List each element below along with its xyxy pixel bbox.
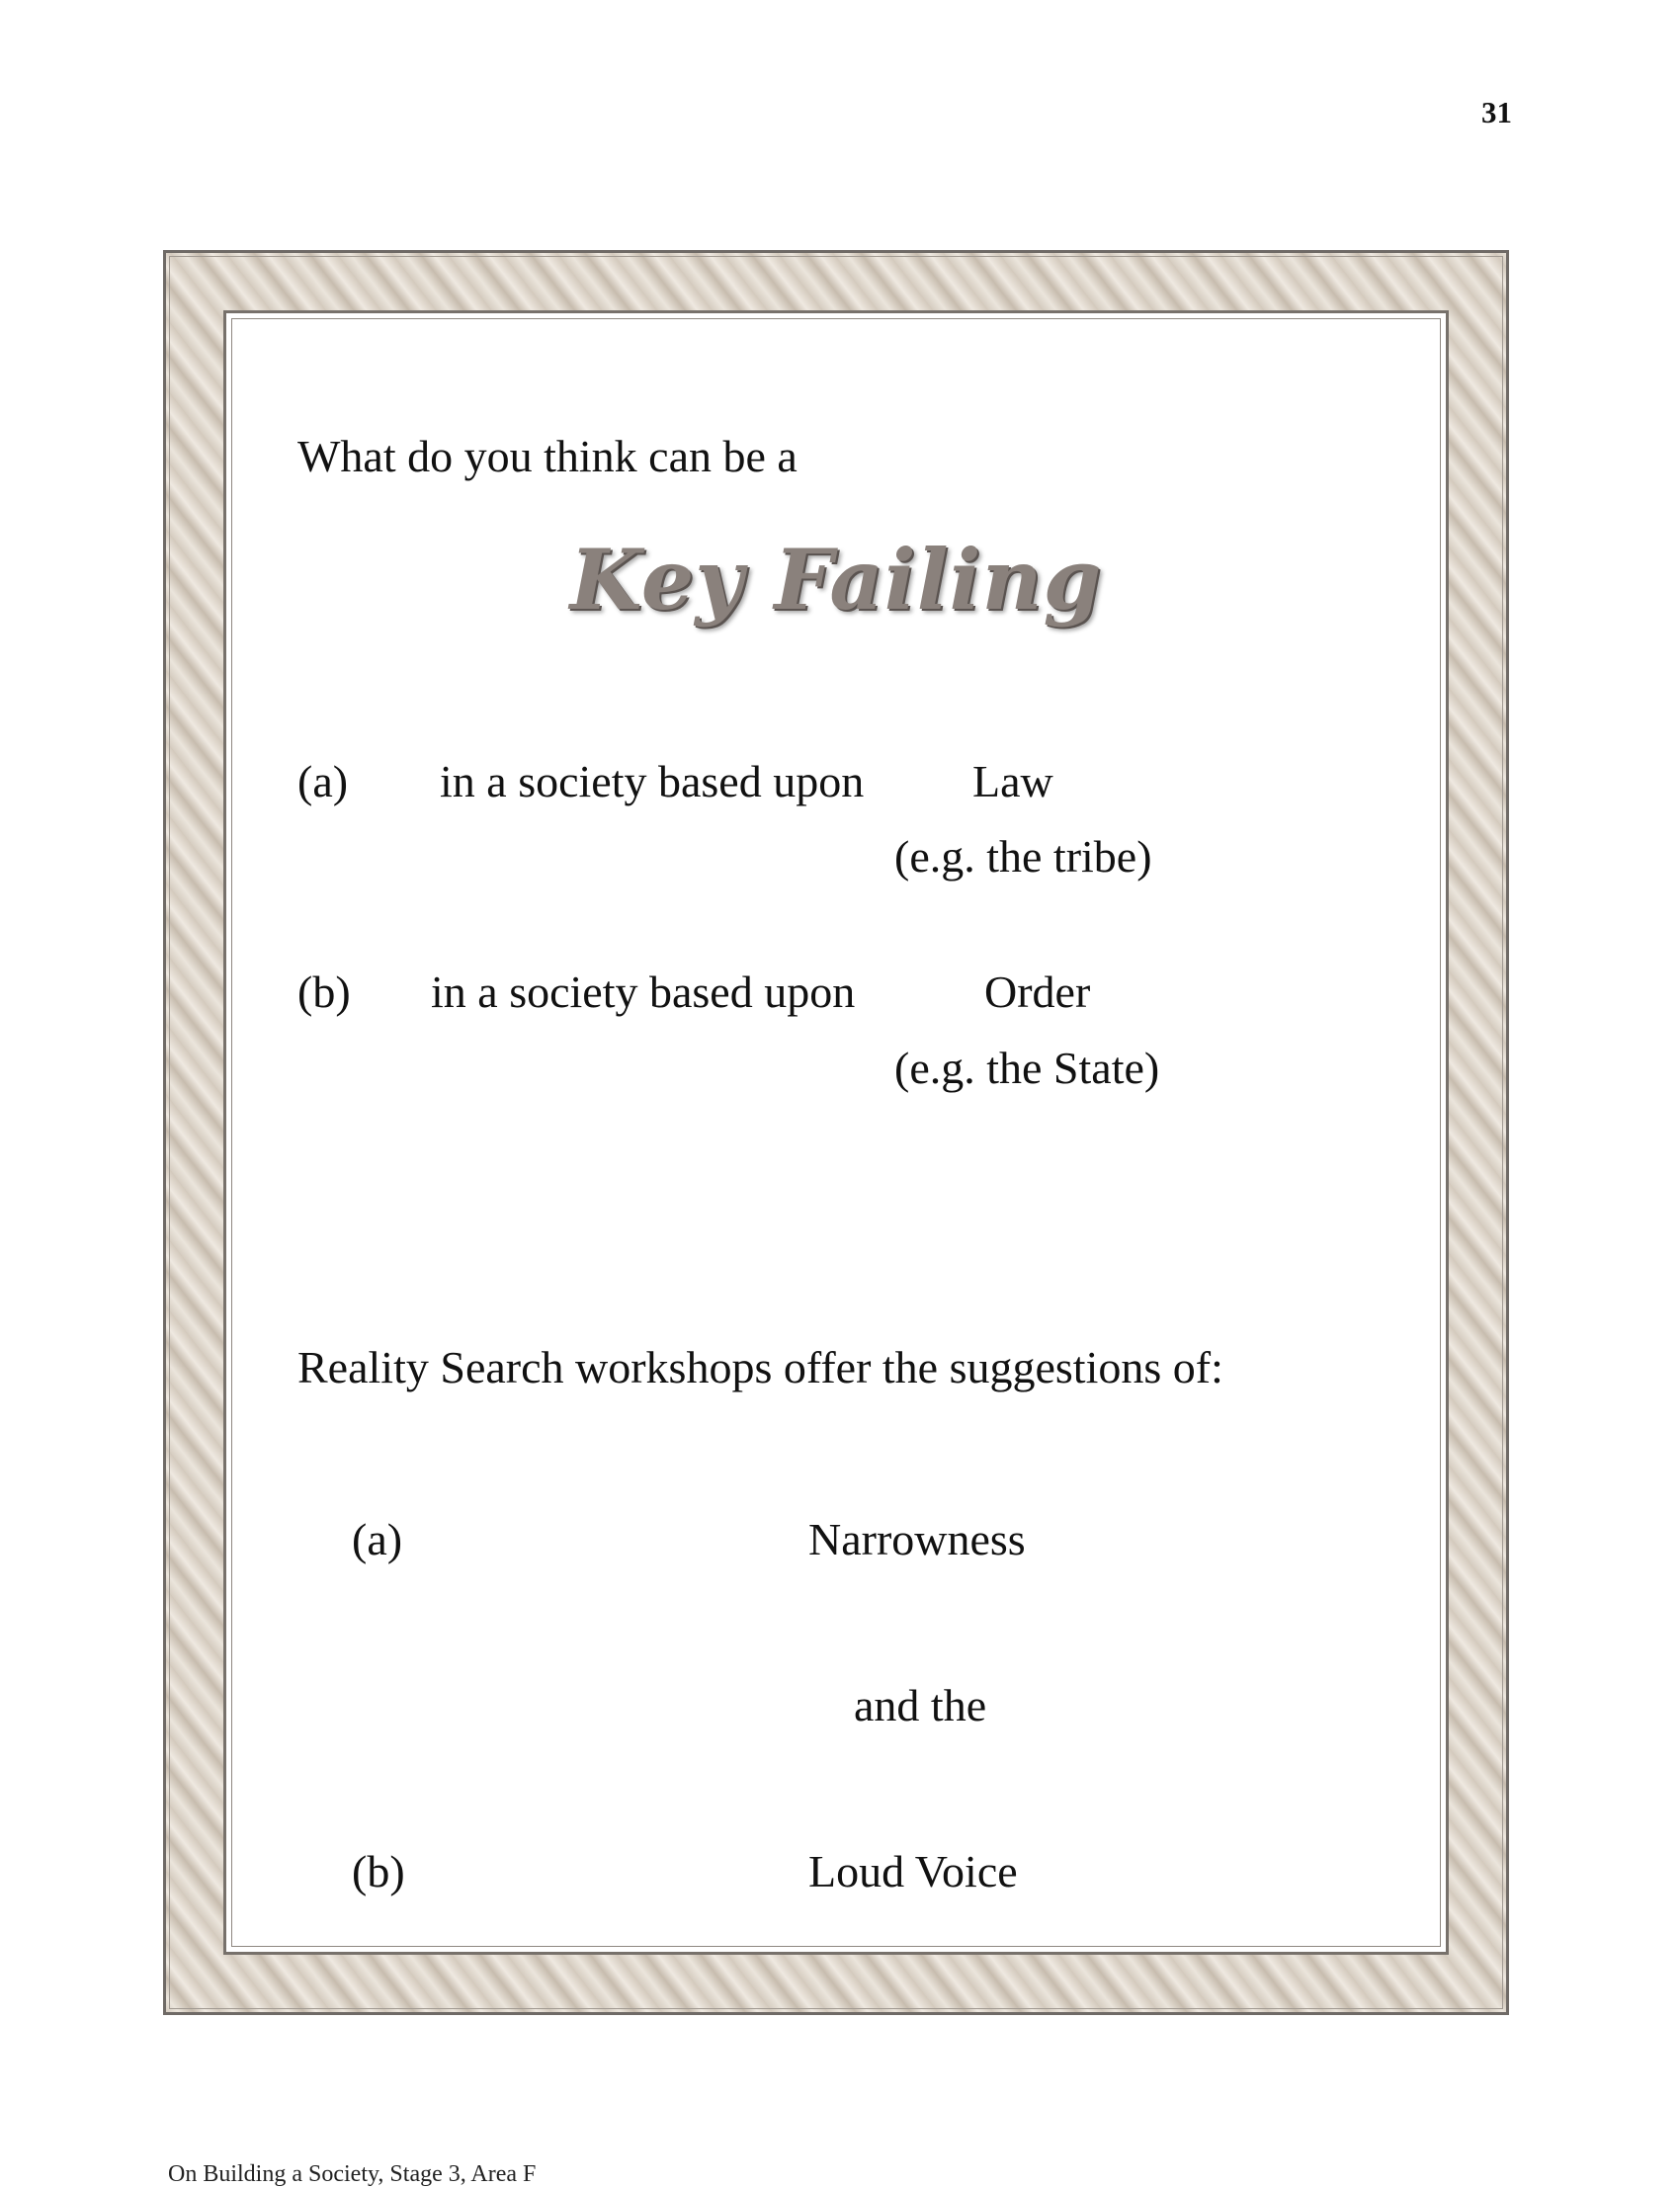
question-item-a-marker: (a) xyxy=(297,756,349,806)
suggestion-a-text: Narrowness xyxy=(808,1514,1026,1564)
suggestion-b-text: Loud Voice xyxy=(808,1846,1018,1896)
question-item-b-marker: (b) xyxy=(297,967,351,1017)
suggestion-a-marker: (a) xyxy=(352,1514,403,1564)
decorative-border-frame xyxy=(163,250,1509,2015)
question-item-a-example: (e.g. the tribe) xyxy=(894,831,1152,882)
suggestions-intro: Reality Search workshops offer the suggestions of: xyxy=(297,1342,1223,1392)
question-intro: What do you think can be a xyxy=(297,431,798,481)
question-item-b-example: (e.g. the State) xyxy=(894,1043,1160,1093)
page-footer: On Building a Society, Stage 3, Area F xyxy=(168,2161,537,2187)
question-item-a-term: Law xyxy=(972,756,1053,806)
question-item-b-term: Order xyxy=(984,967,1091,1017)
question-item-b-text: in a society based upon xyxy=(431,967,856,1017)
content-panel xyxy=(223,310,1449,1955)
suggestion-connector: and the xyxy=(854,1680,987,1730)
suggestion-b-marker: (b) xyxy=(352,1846,405,1896)
key-failing-title: Key Failing xyxy=(569,531,1103,629)
page-number: 31 xyxy=(1481,95,1512,129)
question-item-a-text: in a society based upon xyxy=(440,756,865,806)
